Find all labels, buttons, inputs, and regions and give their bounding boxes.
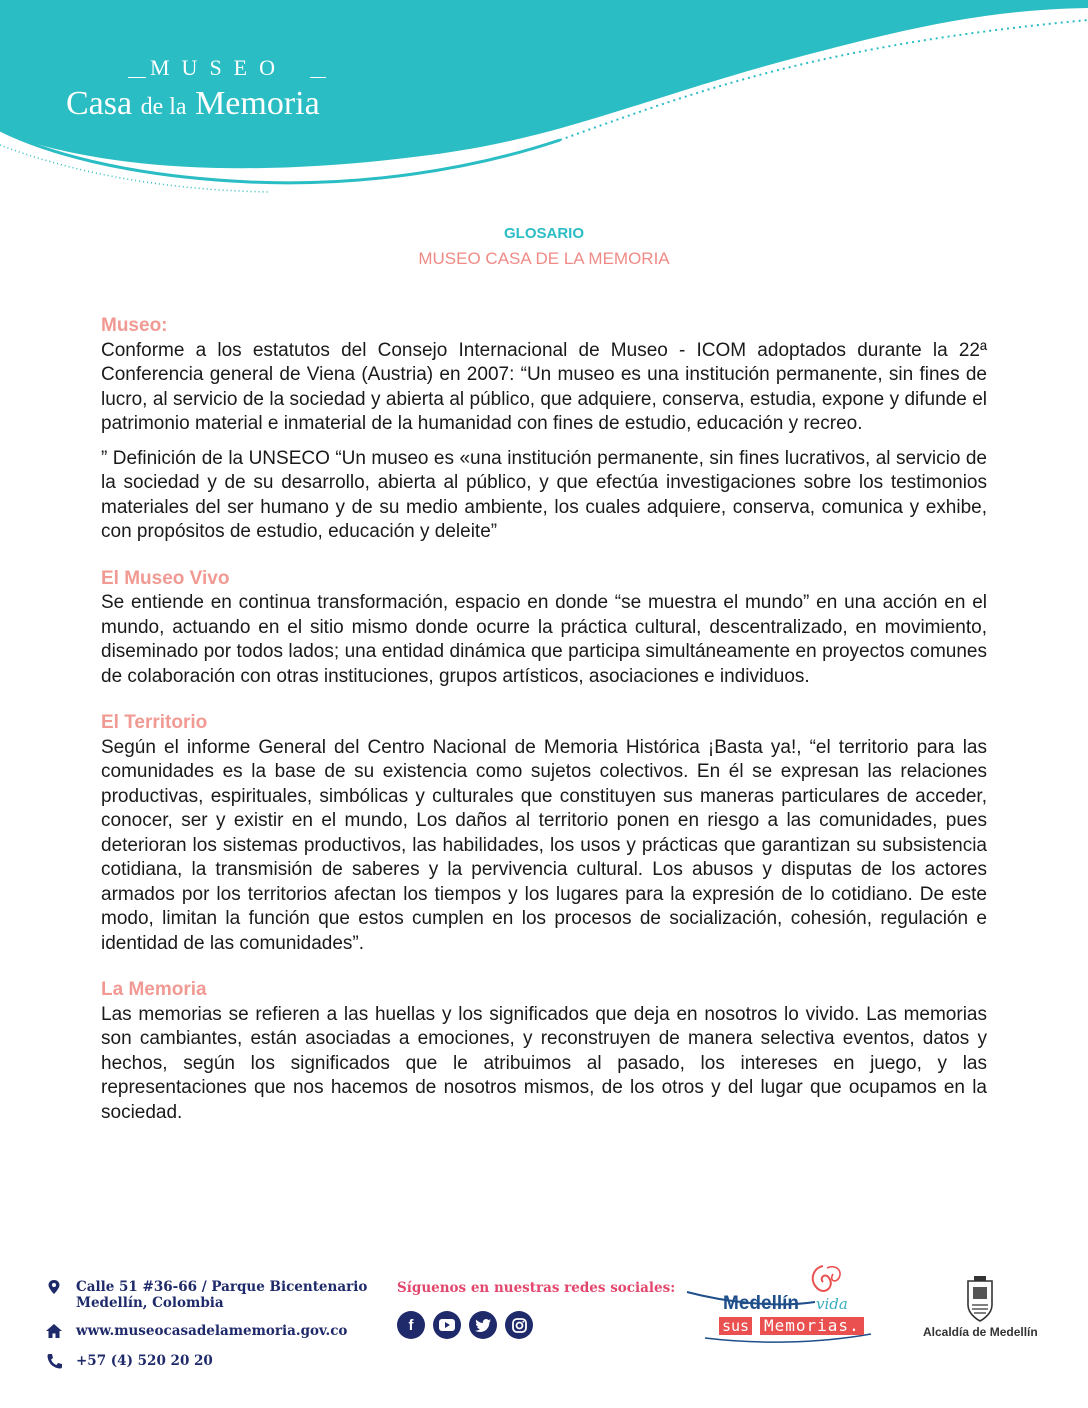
logo-main-text (66, 85, 320, 123)
address-line-2: Medellín, Colombia (76, 1295, 224, 1311)
term-territorio: El Territorio (101, 712, 208, 733)
logo-line-left (128, 77, 146, 78)
medellin-word: Medellín (723, 1293, 800, 1314)
definition-museo-icom: Conforme a los estatutos del Consejo Internacional de Museo - ICOM adoptados durante la 22ª Conferencia general de Viena (Austria) en 2007: “Un museo es una institución permanente, sin fines de lucro, al servicio de la sociedad y abierta al público, que adquiere, conserva, estudia, expone y difunde el patrimonio material e inmaterial de la humanidad con fines de estudio, educación y recreo. (101, 339, 987, 434)
logo-word-memoria: Memoria (195, 85, 320, 122)
footer-website (44, 1323, 347, 1339)
memorias-word: Memorias. (760, 1317, 864, 1335)
footer-address (44, 1279, 367, 1311)
location-pin-icon (44, 1279, 64, 1295)
term-museo-vivo: El Museo Vivo (101, 567, 230, 589)
definition-memoria: Las memorias se refieren a las huellas y los significados que deja en nosotros lo vivido. Las memorias son cambiantes, están asociadas a emociones, y reconstruyen de manera selectiva eventos, datos y hechos, según los significados que le atribuimos al pasado, los intereses en juego, y las representaciones que nos hacemos de nosotros mismos, de los otros y del lugar que ocupamos en la sociedad. (101, 1003, 987, 1123)
alcaldia-logo (923, 1275, 1048, 1345)
definition-territorio: Según el informe General del Centro Nacional de Memoria Histórica ¡Basta ya!, “el territorio para las comunidades es la base de su existencia como sujetos colectivos. En él se expresan las relaciones productivas, espirituales, simbólicas y culturales que constituyen sus maneras particulares de acceder, conocer, ser y existir en el mundo, Los daños al territorio ponen en riesgo a las comunidades, pues deterioran los sistemas productivos, las habilidades, los usos y prácticas que garantizan su subsistencia cotidiana, la transmisión de saberes y la pervivencia cultural. Los abusos y disputas de los actores armados por los territorios afectan los tiempos y los lugares para la expresión de lo cotidiano. De este modo, limitan la función que estos cumplen en los procesos de socialización, cohesión, regulación e identidad de las comunidades”. (101, 736, 987, 954)
definition-museo-vivo: Se entiende en continua transformación, espacio en donde “se muestra el mundo” en una acción en el mundo, actuando en el sitio mismo donde ocurre la práctica cultural, descentralizado, en movimiento, diseminado por todos lados; una entidad dinámica que participa simultáneamente en proyectos comunes de colaboración con otras instituciones, grupos artísticos, asociaciones e individuos. (101, 592, 987, 687)
website-link[interactable]: www.museocasadelamemoria.gov.co (76, 1323, 348, 1339)
logo-line-right (310, 77, 326, 78)
alcaldia-text: Alcaldía de Medellín (923, 1325, 1038, 1339)
phone-icon (44, 1353, 64, 1369)
footer-phone (44, 1353, 213, 1369)
coat-of-arms-icon (963, 1275, 997, 1323)
vida-word: vida (816, 1295, 848, 1313)
phone-number: +57 (4) 520 20 20 (76, 1353, 213, 1369)
social-label: Síguenos en nuestras redes sociales: (397, 1280, 676, 1296)
address-line-1: Calle 51 #36-66 / Parque Bicentenario (76, 1279, 368, 1295)
instagram-icon[interactable] (505, 1311, 533, 1339)
youtube-icon[interactable] (433, 1311, 461, 1339)
definition-museo-unesco: ” Definición de la UNSECO “Un museo es «una institución permanente, sin fines lucrativos, al servicio de la sociedad y de su desarrollo, abierta al público, y que efectúa investigaciones sobre los testimonios materiales del ser humano y de su medio ambiente, los cuales adquiere, conserva, comunica y exhibe, con propósitos de estudio, educación y deleite” (101, 447, 987, 542)
logo-word-casa: Casa (66, 85, 133, 122)
social-icons (397, 1311, 533, 1339)
logo-top-text: MUSEO (150, 55, 288, 80)
logo-word-dela: de la (140, 94, 187, 120)
document-subtitle: MUSEO CASA DE LA MEMORIA (418, 249, 670, 268)
term-memoria: La Memoria (101, 979, 207, 1000)
social-section (397, 1280, 676, 1334)
document-title: GLOSARIO (503, 225, 584, 242)
term-museo: Museo: (101, 315, 168, 336)
facebook-icon[interactable]: f (397, 1311, 425, 1339)
home-icon (44, 1323, 64, 1339)
sus-word: sus (719, 1317, 752, 1335)
glossary-content (101, 314, 987, 1125)
medellin-memorias-logo (685, 1262, 885, 1352)
twitter-icon[interactable] (469, 1311, 497, 1339)
